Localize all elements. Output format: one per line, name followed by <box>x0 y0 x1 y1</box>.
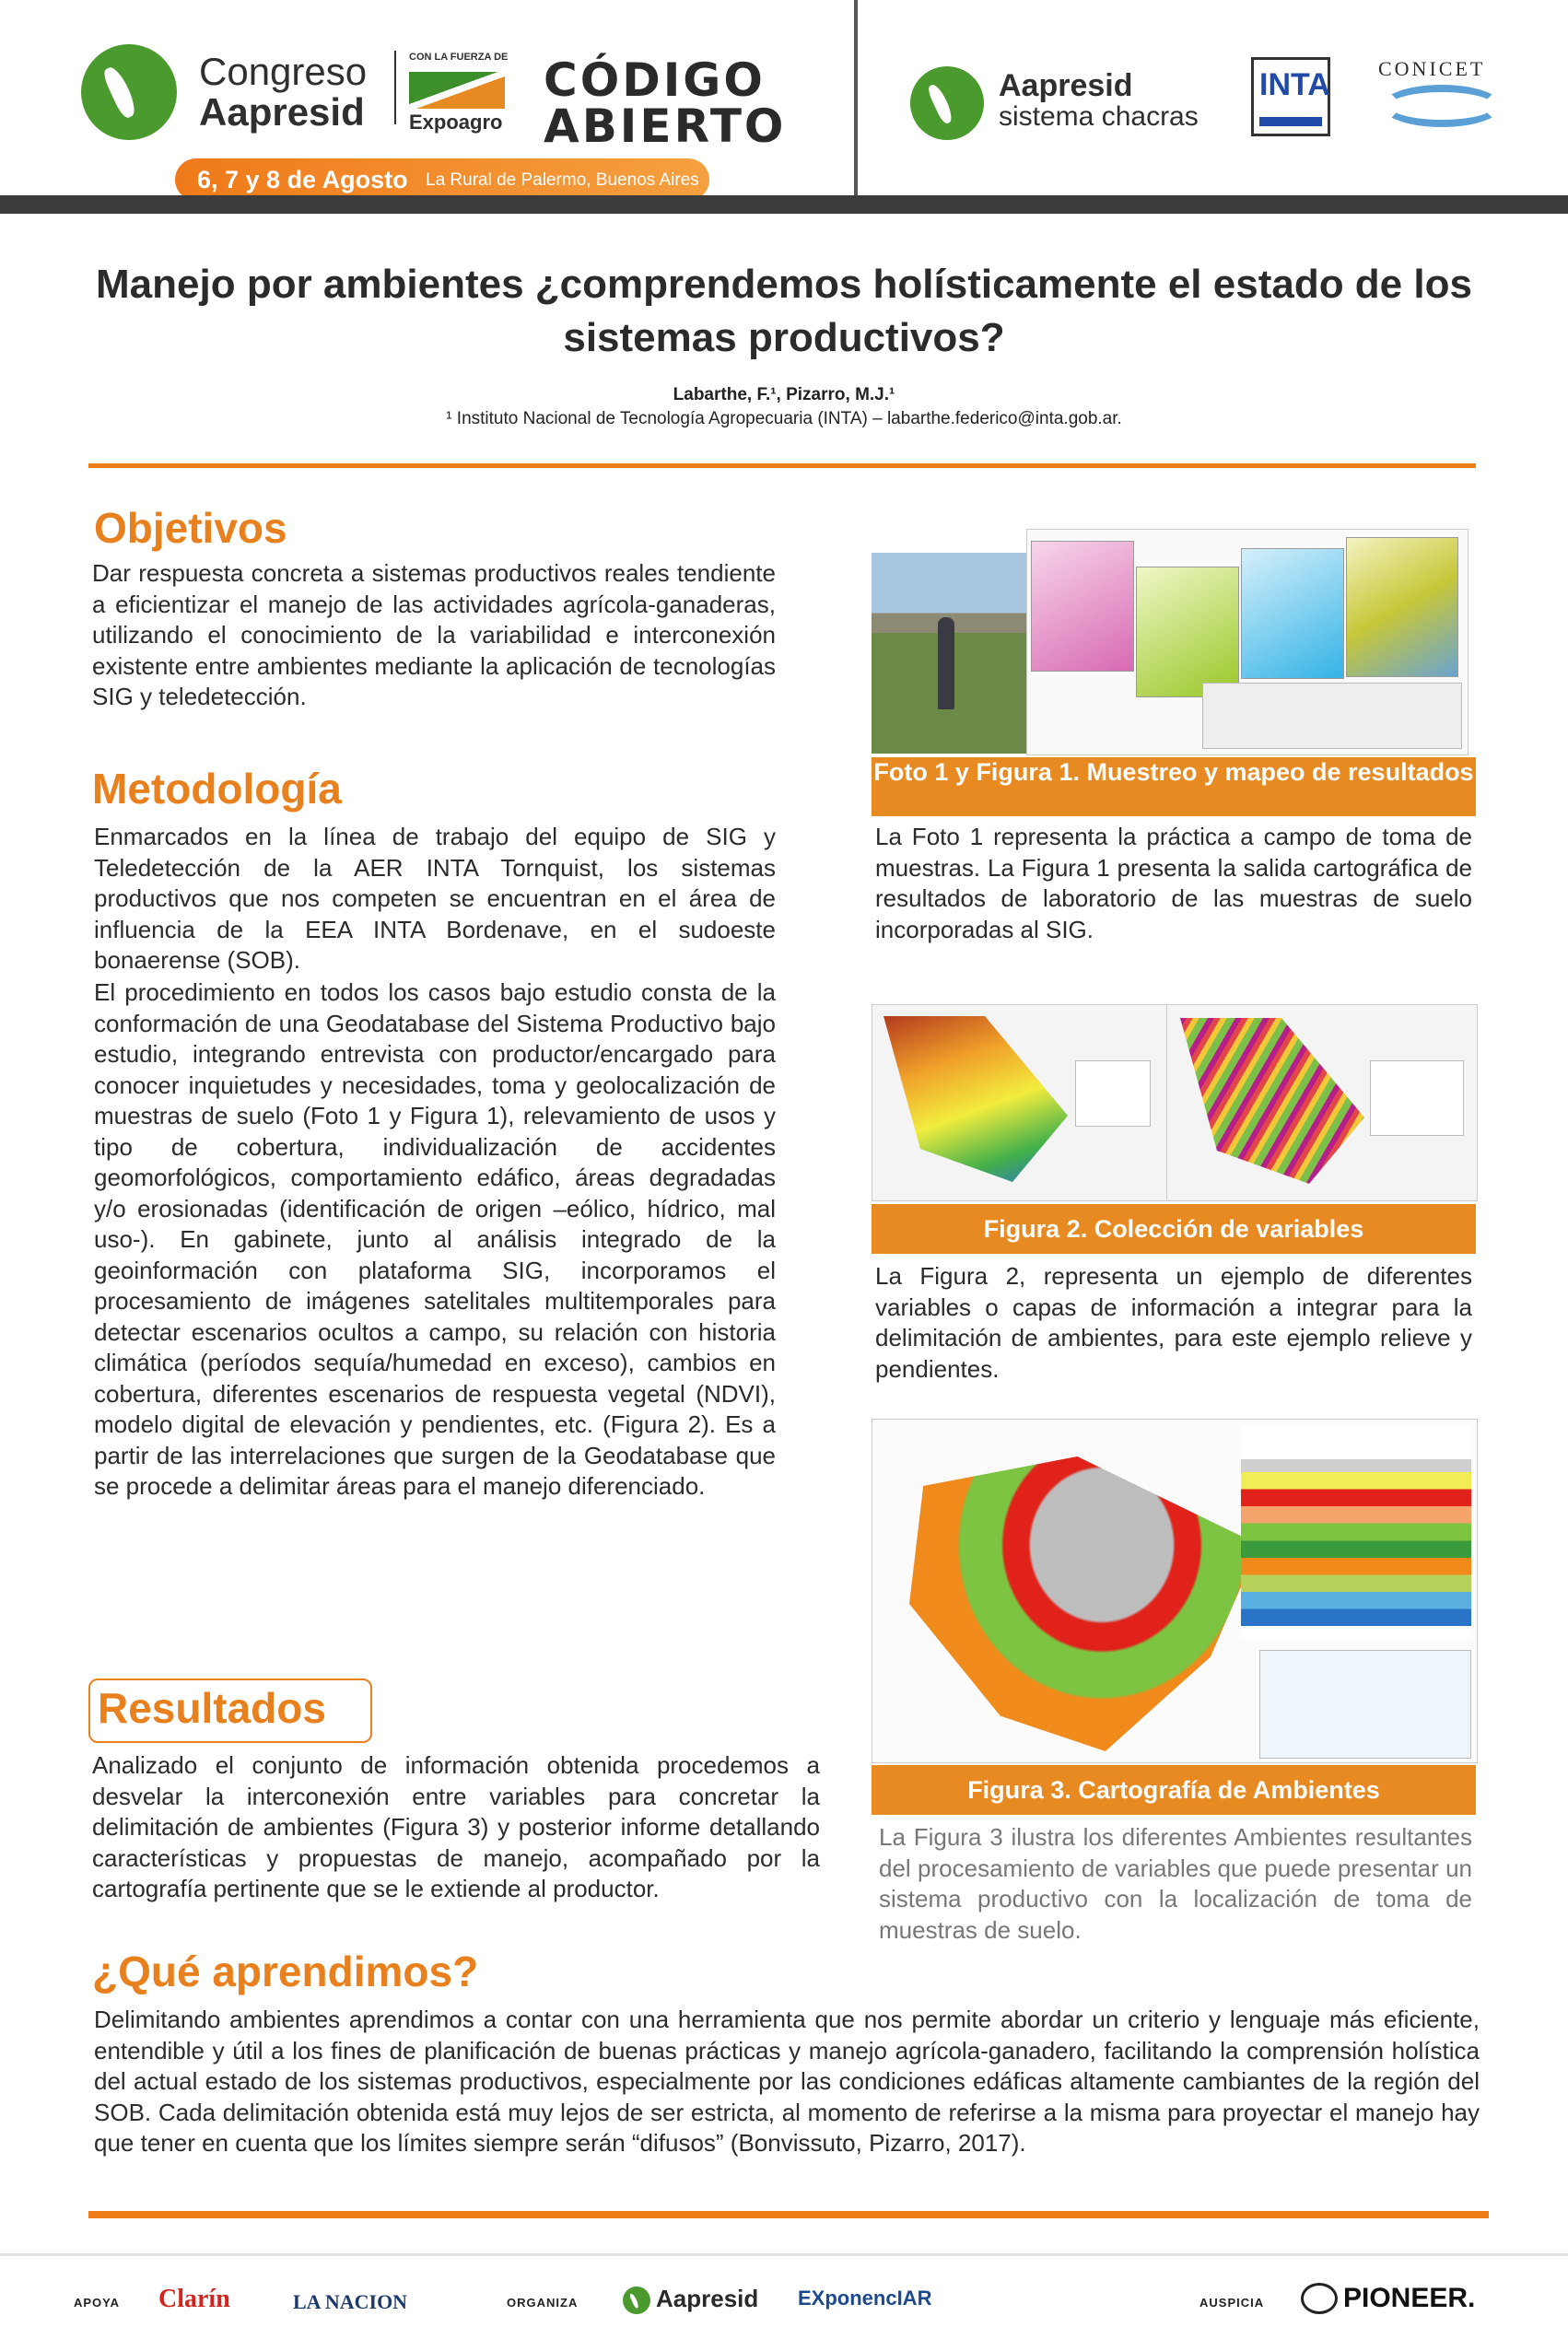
codigo-abierto-logo <box>544 53 787 153</box>
objetivos-heading: Objetivos <box>94 504 287 552</box>
abierto-label: ABIERTO <box>544 99 787 153</box>
inta-logo <box>1251 57 1330 136</box>
slope-map <box>1180 1018 1364 1184</box>
footer-clarin: Clarín <box>158 2285 230 2313</box>
figura-1-soil-maps <box>1026 529 1469 755</box>
header-divider <box>394 51 396 124</box>
foto-1-sampling-photo <box>872 553 1026 754</box>
inta-bar-icon <box>1259 117 1322 126</box>
event-venue: La Rural de Palermo, Buenos Aires <box>426 170 699 190</box>
poster-title: Manejo por ambientes ¿comprendemos holísticamente el estado de los sistemas productivos? <box>96 262 1472 360</box>
con-la-fuerza-label: CON LA FUERZA DE <box>409 52 509 63</box>
footer-apoya: APOYA <box>74 2296 121 2310</box>
footer-pioneer: PIONEER. <box>1343 2283 1476 2313</box>
title-divider <box>88 463 1476 468</box>
footer-divider <box>0 2253 1568 2256</box>
authors: Labarthe, F.¹, Pizarro, M.J.¹ <box>673 385 895 404</box>
aprendimos-text: Delimitando ambientes aprendimos a contar con una herramienta que nos permite abordar un criterio y lenguaje más eficiente, entendible y útil a los fines de planificación de buenas prácticas y manejo agrícola-ganadero, facilitando la comprensión holística del actual estado de los sistemas productivos, especialmente por las condiciones edáficas altamente cambiantes de la región del SOB. Cada delimitación obtenida está muy lejos de ser estricta, al momento de referirse a la misma para proyectar el manejo hay que tener en cuenta que los límites siempre serán “difusos” (Bonvissuto, Pizarro, 2017). <box>94 2006 1480 2157</box>
footer-nacion: LA NACION <box>293 2290 408 2313</box>
sistema-chacras-label: sistema chacras <box>999 101 1199 132</box>
metodologia-paragraph-1: Enmarcados en la línea de trabajo del equipo de SIG y Teledetección de la AER INTA Tornquist, los sistemas productivos que nos competen se encuentran en el área de influencia de la EEA INTA Bordenave, en el sudoeste bonaerense (SOB). <box>94 823 776 974</box>
figura-2-caption: Figura 2. Colección de variables <box>872 1204 1476 1254</box>
aprendimos-heading: ¿Qué aprendimos? <box>92 1947 479 1995</box>
expoagro-stripe-icon <box>409 72 505 109</box>
bottom-divider <box>88 2211 1489 2218</box>
conicet-label: CONICET <box>1378 57 1486 80</box>
footer-aapresid: Aapresid <box>656 2285 759 2312</box>
congreso-label: Congreso <box>199 50 368 93</box>
figura-2-text: La Figura 2, representa un ejemplo de diferentes variables o capas de información a integrar para la delimitación de ambientes, para este ejemplo relieve y pendientes. <box>875 1262 1472 1383</box>
elevation-map <box>883 1016 1068 1182</box>
location-inset-map <box>1259 1650 1471 1759</box>
event-date: 6, 7 y 8 de Agosto <box>197 166 408 193</box>
person-figure-icon <box>938 617 954 709</box>
poster-header <box>0 0 1568 214</box>
soil-map-pink <box>1031 541 1134 672</box>
expoagro-label: Expoagro <box>409 111 503 134</box>
slope-legend <box>1370 1060 1464 1136</box>
elevation-legend <box>1075 1060 1151 1127</box>
figura-2-relief-map <box>872 1004 1168 1201</box>
soil-map-legend <box>1202 683 1462 749</box>
ambientes-legend <box>1241 1425 1471 1639</box>
congreso-aapresid-label: Aapresid <box>199 90 365 134</box>
header-divider-vertical <box>854 0 858 198</box>
sistema-aapresid-label: Aapresid <box>999 68 1133 103</box>
aapresid-leaf-icon <box>81 44 177 140</box>
footer-organiza: ORGANIZA <box>507 2296 579 2310</box>
footer-aapresid-leaf-icon <box>623 2287 650 2314</box>
soil-map-mixed <box>1346 537 1458 677</box>
sistema-chacras-leaf-icon <box>910 66 984 140</box>
objetivos-text: Dar respuesta concreta a sistemas productivos reales tendiente a eficientizar el manejo de las actividades agrícola-ganaderas, utilizando el conocimiento de la variabilidad e interconexión existente entre ambientes mediante la aplicación de tecnologías SIG y teledetección. <box>92 559 776 710</box>
inta-label: INTA <box>1259 67 1330 102</box>
figura-3-text: La Figura 3 ilustra los diferentes Ambientes resultantes del procesamiento de variables que puede presentar un sistema productivo con la localización de toma de muestras de suelo. <box>879 1823 1472 1944</box>
soil-map-blue <box>1241 548 1344 679</box>
ambientes-map-shape <box>909 1456 1259 1751</box>
resultados-text: Analizado el conjunto de información obtenida procedemos a desvelar la interconexión entre variables para concretar la delimitación de ambientes (Figura 3) y posterior informe detallando características y propuestas de manejo, acompañado por la cartografía pertinente que se le extiende al productor. <box>92 1751 820 1902</box>
codigo-label: CÓDIGO <box>544 53 766 107</box>
footer-auspicia: AUSPICIA <box>1199 2296 1265 2310</box>
figura-2-slope-map <box>1166 1004 1478 1201</box>
figura-1-text: La Foto 1 representa la práctica a campo de toma de muestras. La Figura 1 presenta la salida cartográfica de resultados de laboratorio de las muestras de suelo incorporadas al SIG. <box>875 823 1472 943</box>
footer-exponencial: EXponencIAR <box>798 2287 932 2310</box>
conicet-wave-icon <box>1382 85 1502 127</box>
figura-3-caption: Figura 3. Cartografía de Ambientes <box>872 1765 1476 1815</box>
pioneer-emblem-icon <box>1301 2283 1338 2314</box>
affiliation: ¹ Instituto Nacional de Tecnología Agropecuaria (INTA) – labarthe.federico@inta.gob.ar. <box>446 409 1122 428</box>
figura-3-ambientes-map <box>872 1419 1478 1763</box>
metodologia-heading: Metodología <box>92 765 342 813</box>
metodologia-paragraph-2: El procedimiento en todos los casos bajo estudio consta de la conformación de una Geodatabase del Sistema Productivo bajo estudio, integrando entrevista con productor/encargado para conocer inquietudes y necesidades, toma y geolocalización de muestras de suelo (Foto 1 y Figura 1), relevamiento de usos y tipo de cobertura, individualización de accidentes geomorfológicos, comportamiento edáfico, áreas degradadas y/o erosionadas (identificación de origen –eólico, hídrico, mal uso-). En gabinete, junto al análisis integrado de la geoinformación con plataforma SIG, incorporamos el procesamiento de imágenes satelitales multitemporales para detectar escenarios ocultos a campo, su relación con historia climática (períodos sequía/humedad en exceso), cambios en cobertura, diferentes escenarios de respuesta vegetal (NDVI), modelo digital de elevación y pendientes, etc. (Figura 2). Es a partir de las interrelaciones que surgen de la Geodatabase que se procede a delimitar áreas para el manejo diferenciado. <box>94 978 776 1500</box>
soil-map-green <box>1136 567 1239 697</box>
header-dark-bar <box>0 195 1568 214</box>
figura-1-caption: Foto 1 y Figura 1. Muestreo y mapeo de resultados <box>872 757 1476 816</box>
resultados-heading: Resultados <box>98 1684 326 1732</box>
